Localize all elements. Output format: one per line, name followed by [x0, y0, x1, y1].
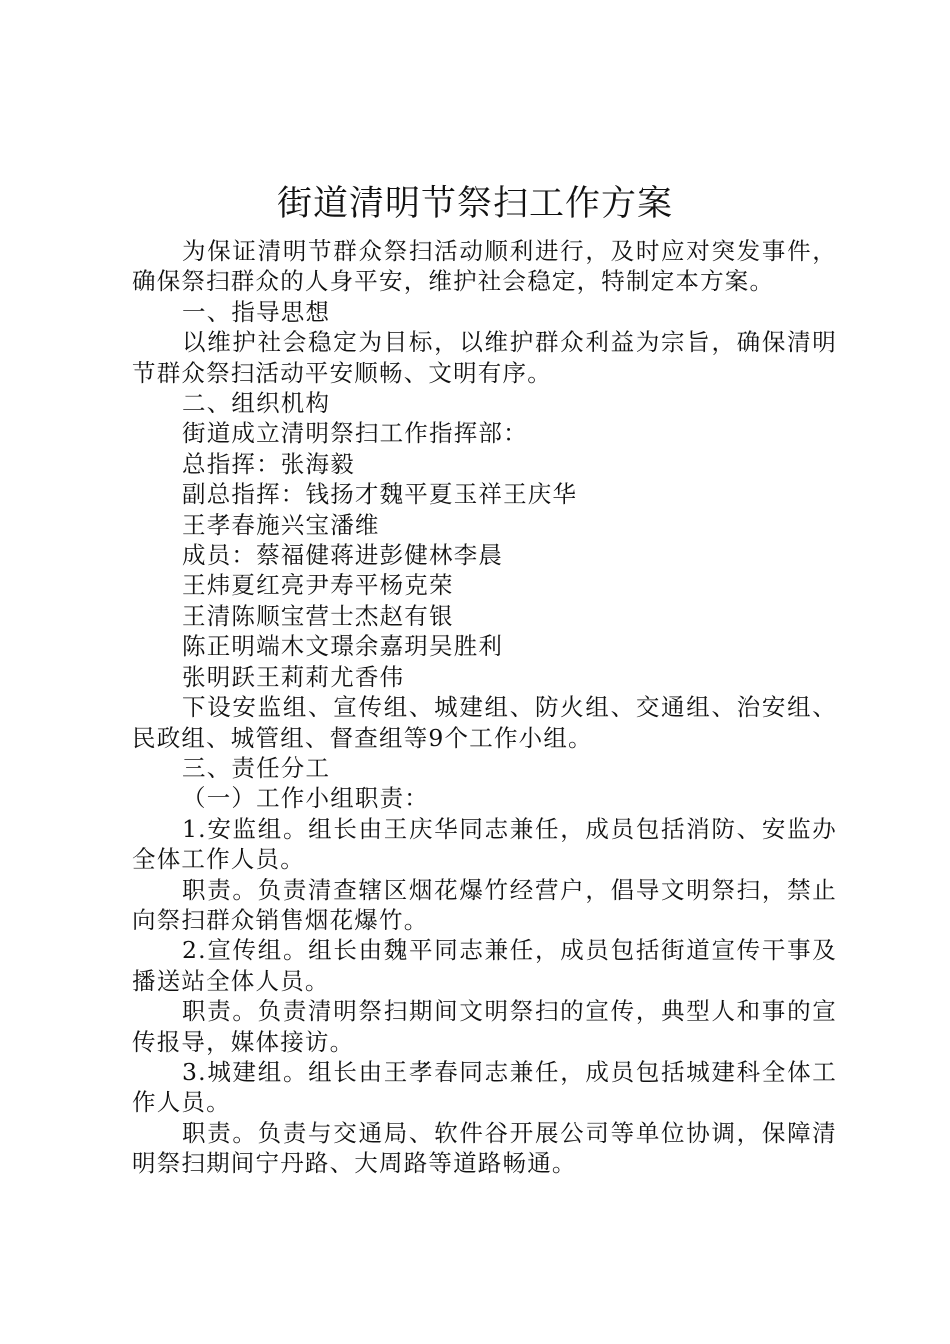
paragraph-construction-group-duties: 职责。负责与交通局、软件谷开展公司等单位协调，保障清明祭扫期间宁丹路、大周路等道路畅通。 — [132, 1118, 837, 1178]
paragraph-members: 成员：蔡福健蒋进彭健林李晨 — [182, 541, 504, 570]
paragraph-publicity-group-duties: 职责。负责清明祭扫期间文明祭扫的宣传，典型人和事的宣传报导，媒体接访。 — [132, 997, 837, 1056]
paragraph-members-line-3: 王清陈顺宝营士杰赵有银 — [182, 601, 454, 630]
paragraph-construction-group: 3.城建组。组长由王孝春同志兼任，成员包括城建科全体工作人员。 — [132, 1057, 837, 1117]
paragraph-deputy-commanders-cont: 王孝春施兴宝潘维 — [182, 510, 380, 539]
paragraph-safety-group-duties: 职责。负责清查辖区烟花爆竹经营户，倡导文明祭扫，禁止向祭扫群众销售烟花爆竹。 — [132, 875, 837, 934]
paragraph-safety-group: 1.安监组。组长由王庆华同志兼任，成员包括消防、安监办全体工作人员。 — [132, 814, 837, 874]
paragraph-publicity-group: 2.宣传组。组长由魏平同志兼任，成员包括街道宣传干事及播送站全体人员。 — [132, 936, 837, 995]
section-heading-guiding-principle: 一、指导思想 — [182, 297, 331, 326]
paragraph-chief-commander: 总指挥：张海毅 — [182, 449, 355, 478]
paragraph-members-line-5: 张明跃王莉莉尤香伟 — [182, 662, 405, 691]
paragraph-intro: 为保证清明节群众祭扫活动顺利进行，及时应对突发事件，确保祭扫群众的人身平安，维护社会稳定，特制定本方案。 — [132, 237, 837, 296]
section-heading-organization: 二、组织机构 — [182, 389, 331, 418]
subsection-heading-group-duties: （一）工作小组职责： — [182, 784, 429, 813]
paragraph-members-line-2: 王炜夏红亮尹寿平杨克荣 — [182, 571, 454, 600]
paragraph-command-setup: 街道成立清明祭扫工作指挥部： — [182, 419, 528, 448]
paragraph-working-groups: 下设安监组、宣传组、城建组、防火组、交通组、治安组、民政组、城管组、督查组等9个工作小组。 — [132, 693, 837, 752]
paragraph-members-line-4: 陈正明端木文璟余嘉玥吴胜利 — [182, 632, 504, 661]
section-heading-responsibilities: 三、责任分工 — [182, 753, 331, 782]
paragraph-deputy-commanders: 副总指挥：钱扬才魏平夏玉祥王庆华 — [182, 480, 578, 509]
document-title: 街道清明节祭扫工作方案 — [276, 184, 673, 224]
paragraph-guiding-principle: 以维护社会稳定为目标，以维护群众利益为宗旨，确保清明节群众祭扫活动平安顺畅、文明有序。 — [132, 328, 837, 387]
document-body — [132, 236, 837, 1179]
